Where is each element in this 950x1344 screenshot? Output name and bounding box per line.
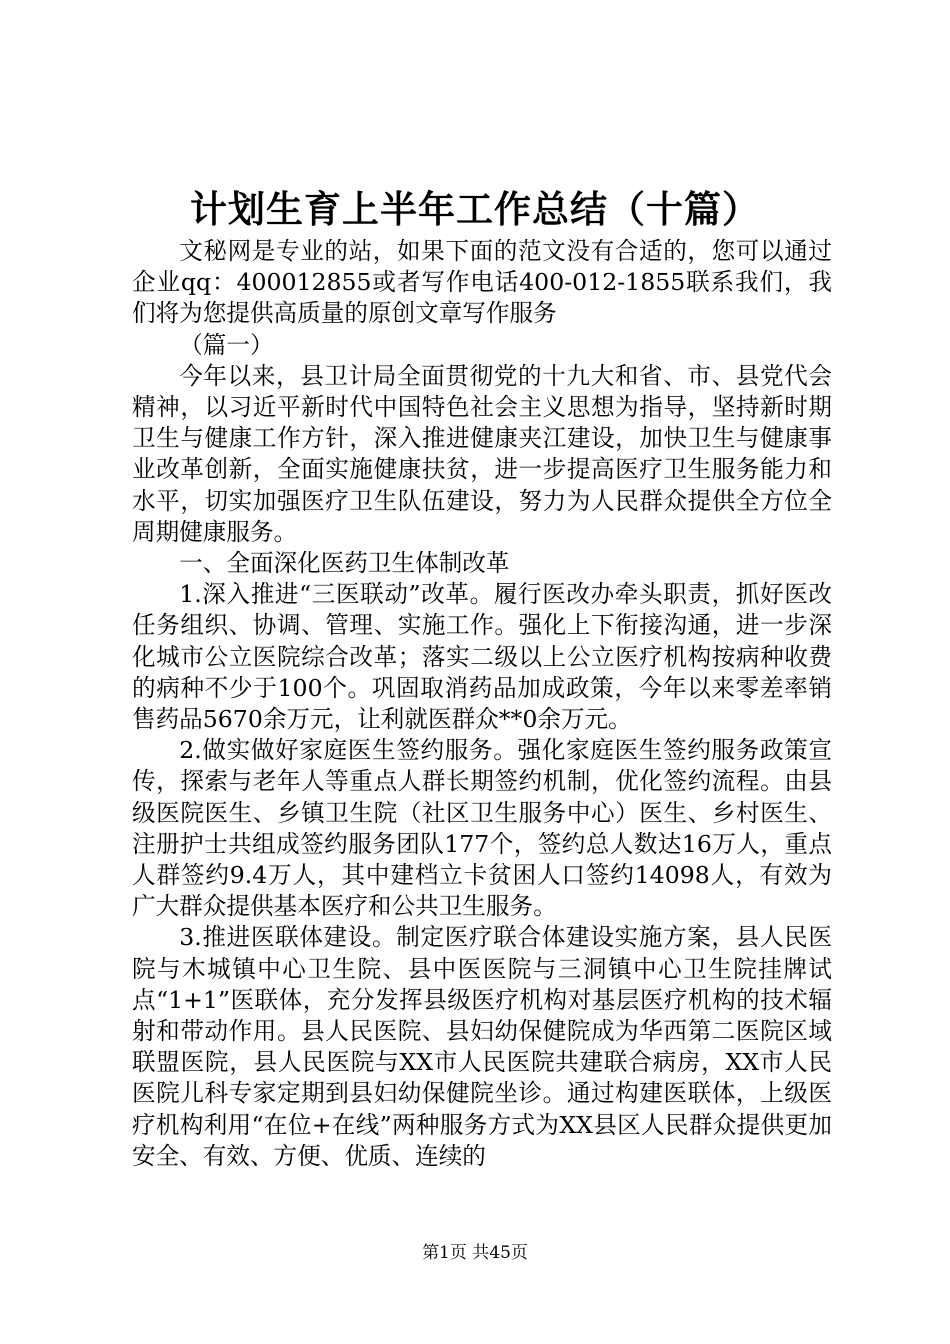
body-paragraph: 2.做实做好家庭医生签约服务。强化家庭医生签约服务政策宣传，探索与老年人等重点人群长期签约机制，优化签约流程。由县级医院医生、乡镇卫生院（社区卫生服务中心）医生、乡村医生、注册护士共组成签约服务团队177个，签约总人数达16万人，重点人群签约9.4万人，其中建档立卡贫困人口签约14098人，有效为广大群众提供基本医疗和公共卫生服务。 — [132, 736, 832, 921]
body-paragraph: 3.推进医联体建设。制定医疗联合体建设实施方案，县人民医院与木城镇中心卫生院、县中医医院与三洞镇中心卫生院挂牌试点“1+1”医联体，充分发挥县级医疗机构对基层医疗机构的技术辐射和带动作用。县人民医院、县妇幼保健院成为华西第二医院区域联盟医院，县人民医院与XX市人民医院共建联合病房，XX市人民医院儿科专家定期到县妇幼保健院坐诊。通过构建医联体，上级医疗机构利用“在位+在线”两种服务方式为XX县区人民群众提供更加安全、有效、方便、优质、连续的 — [132, 923, 832, 1170]
section-heading: 一、全面深化医药卫生体制改革 — [179, 549, 510, 578]
document-body — [132, 236, 832, 1172]
document-title: 计划生育上半年工作总结（十篇） — [190, 187, 760, 231]
body-paragraph: 今年以来，县卫计局全面贯彻党的十九大和省、市、县党代会精神，以习近平新时代中国特色社会主义思想为指导，坚持新时期卫生与健康工作方针，深入推进健康夹江建设，加快卫生与健康事业改革创新，全面实施健康扶贫，进一步提高医疗卫生服务能力和水平，切实加强医疗卫生队伍建设，努力为人民群众提供全方位全周期健康服务。 — [132, 361, 832, 546]
intro-paragraph: 文秘网是专业的站，如果下面的范文没有合适的，您可以通过企业qq：400012855或者写作电话400-012-1855联系我们，我们将为您提供高质量的原创文章写作服务 — [132, 237, 832, 328]
page-number: 第1页 共45页 — [422, 1243, 528, 1263]
section-label: （篇一） — [179, 330, 274, 359]
body-paragraph: 1.深入推进“三医联动”改革。履行医改办牵头职责，抓好医改任务组织、协调、管理、实施工作。强化上下衔接沟通，进一步深化城市公立医院综合改革；落实二级以上公立医疗机构按病种收费的病种不少于100个。巩固取消药品加成政策，今年以来零差率销售药品5670余万元，让利就医群众**0余万元。 — [132, 580, 832, 734]
